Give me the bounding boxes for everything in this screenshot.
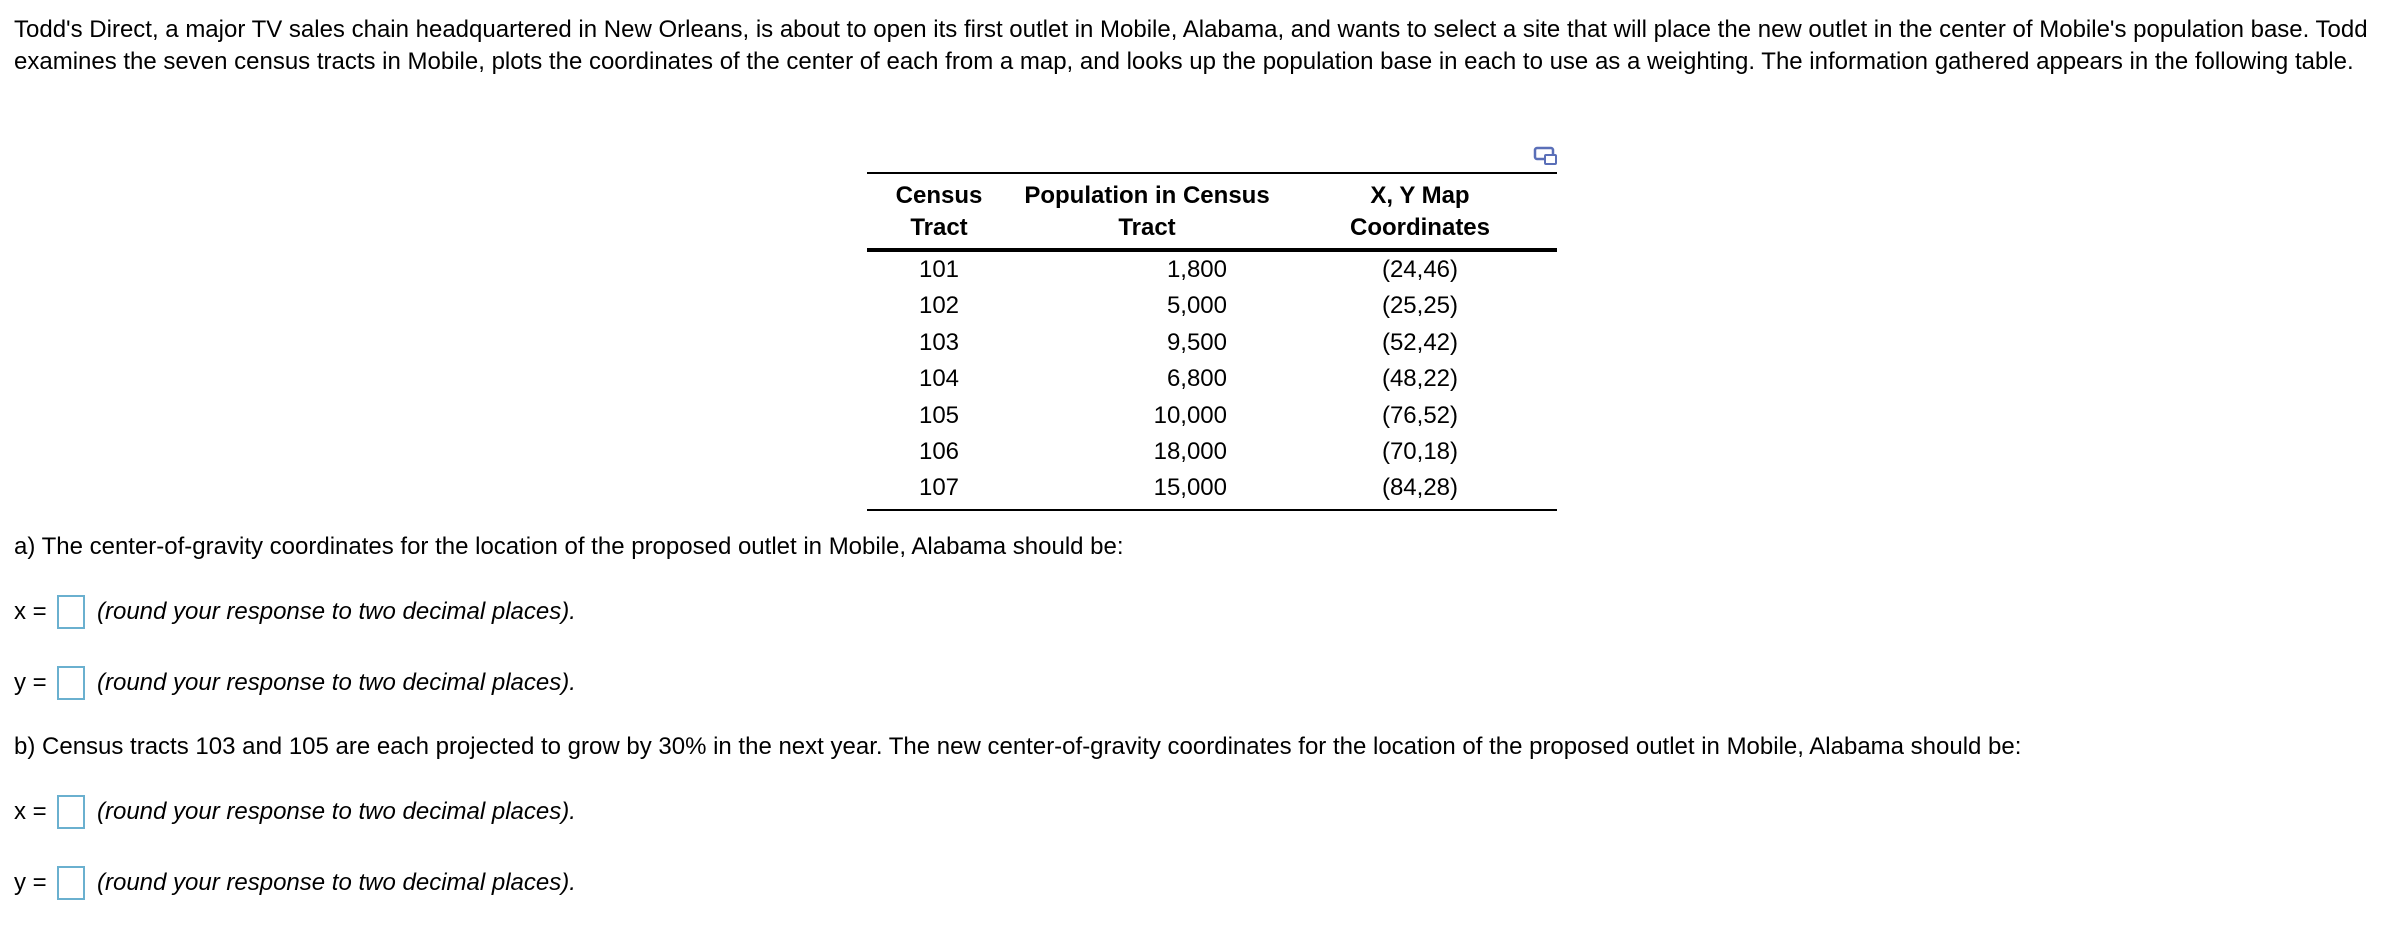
population-value: 10,000 [1153, 401, 1227, 429]
header-text: Population in Census [1024, 182, 1270, 209]
cell-tract: 107 [867, 470, 1011, 509]
table-row [867, 250, 1557, 288]
header-text: X, Y Map [1370, 182, 1470, 209]
part-b-x-answer-row [14, 795, 576, 829]
part-b-question: b) Census tracts 103 and 105 are each projected to grow by 30% in the next year. The new center-of-gravity coordinates for the location of the proposed outlet in Mobile, Alabama should be: [14, 733, 2022, 760]
part-b-y-input[interactable] [57, 866, 85, 900]
population-value: 1,800 [1166, 256, 1227, 283]
cell-population [1011, 250, 1283, 288]
cell-tract: 101 [918, 256, 960, 283]
cell-coords: (52,42) [1381, 328, 1459, 356]
cell-tract: 106 [918, 438, 960, 466]
cell-tract: 105 [918, 401, 960, 429]
header-coordinates [1283, 173, 1557, 250]
table-header-row [867, 173, 1557, 250]
population-value: 5,000 [1166, 292, 1227, 320]
header-text: Census [895, 182, 983, 209]
table-row [867, 361, 1557, 397]
cell-tract: 102 [918, 292, 960, 320]
cell-population [1011, 325, 1283, 361]
table-row [867, 325, 1557, 361]
cell-population [1011, 398, 1283, 434]
table-row [867, 398, 1557, 434]
cell-coords: (76,52) [1381, 401, 1459, 429]
problem-intro: Todd's Direct, a major TV sales chain headquartered in New Orleans, is about to open its first outlet in Mobile, Alabama, and wants to select a site that will place the new outlet in the center of Mobile's population base. Todd examines the seven census tracts in Mobile, plots the coordinates of the center of each from a map, and looks up the population base in each to use as a weighting. The information gathered appears in the following table. [14, 16, 2368, 75]
cell-coords: (25,25) [1381, 292, 1459, 320]
rounding-hint: (round your response to two decimal places). [97, 669, 576, 696]
y-label: y = [14, 869, 47, 896]
y-label: y = [14, 669, 47, 696]
cell-coords: (24,46) [1381, 256, 1459, 283]
part-b-x-input[interactable] [57, 795, 85, 829]
part-b-y-answer-row [14, 866, 576, 900]
copy-to-clipboard-icon[interactable] [1533, 145, 1559, 167]
cell-coords: (84,28) [1283, 470, 1557, 509]
header-text: Tract [1118, 214, 1176, 241]
table-row [867, 288, 1557, 324]
rounding-hint: (round your response to two decimal places). [97, 869, 576, 896]
part-a-y-answer-row [14, 666, 576, 700]
table-row [867, 434, 1557, 470]
cell-coords: (70,18) [1381, 438, 1459, 466]
cell-population [1011, 361, 1283, 397]
cell-tract: 103 [918, 328, 960, 356]
part-a-x-input[interactable] [57, 595, 85, 629]
population-value: 6,800 [1166, 365, 1227, 393]
cell-population [1011, 434, 1283, 470]
header-text: Tract [910, 214, 968, 241]
cell-tract: 104 [918, 365, 960, 393]
part-a-y-input[interactable] [57, 666, 85, 700]
population-value: 18,000 [1153, 438, 1227, 466]
cell-population [1011, 470, 1283, 509]
cell-population [1011, 288, 1283, 324]
part-a-x-answer-row [14, 595, 576, 629]
header-population [1011, 173, 1283, 250]
table-row [867, 470, 1557, 509]
header-census-tract [867, 173, 1011, 250]
population-value: 15,000 [1153, 474, 1227, 502]
rounding-hint: (round your response to two decimal places). [97, 798, 576, 825]
x-label: x = [14, 598, 47, 625]
rounding-hint: (round your response to two decimal places). [97, 598, 576, 625]
header-text: Coordinates [1349, 214, 1490, 241]
part-a-question: a) The center-of-gravity coordinates for the location of the proposed outlet in Mobile, Alabama should be: [14, 533, 1124, 560]
x-label: x = [14, 798, 47, 825]
census-data-table [867, 172, 1557, 511]
population-value: 9,500 [1166, 328, 1227, 356]
cell-coords: (48,22) [1381, 365, 1459, 393]
